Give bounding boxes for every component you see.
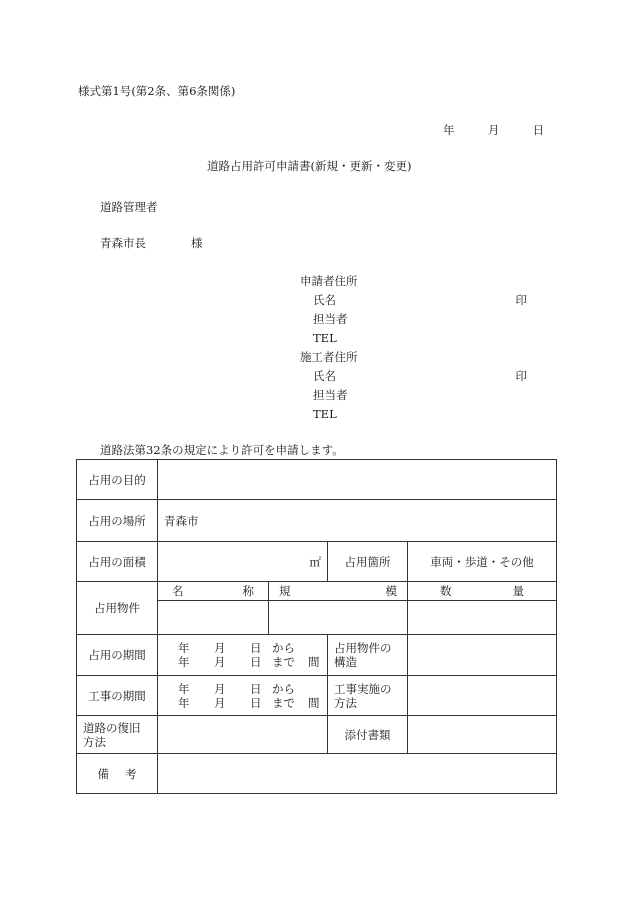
- applicant-block: [300, 272, 530, 424]
- location-options[interactable]: 車両・歩道・その他: [408, 542, 557, 582]
- location-label: 占用箇所: [328, 542, 408, 582]
- purpose-label: 占用の目的: [77, 460, 158, 500]
- form-number: 様式第1号(第2条、第6条関係): [78, 84, 236, 98]
- object-name-header-a: 名: [172, 584, 184, 598]
- work-from: 年 月 日 から: [178, 681, 295, 696]
- work-period-label: 工事の期間: [77, 676, 158, 716]
- table-row-work-period: [77, 676, 557, 716]
- period-from: 年 月 日 から: [178, 641, 295, 655]
- object-name-field[interactable]: [158, 601, 269, 635]
- restore-label: 道路の復旧 方法: [77, 716, 158, 754]
- contractor-seal: 印: [515, 369, 527, 383]
- applicant-name-label: 氏名: [313, 293, 336, 307]
- attach-field[interactable]: [408, 716, 557, 754]
- period-field[interactable]: [158, 635, 328, 676]
- object-qty-header-b: 量: [512, 584, 524, 598]
- period-label: 占用の期間: [77, 635, 158, 676]
- table-row-restore: [77, 716, 557, 754]
- area-field[interactable]: [158, 542, 328, 582]
- object-name-header-b: 称: [242, 584, 254, 598]
- restore-field[interactable]: [158, 716, 328, 754]
- object-qty-header: [408, 582, 557, 601]
- work-method-field[interactable]: [408, 676, 557, 716]
- object-scale-header-b: 模: [385, 584, 397, 598]
- date-day: 日: [532, 123, 545, 137]
- place-label: 占用の場所: [77, 500, 158, 542]
- contractor-tel: TEL: [313, 407, 337, 421]
- work-method-label: 工事実施の 方法: [328, 676, 408, 716]
- object-qty-field[interactable]: [408, 601, 557, 635]
- statement: 道路法第32条の規定により許可を申請します。: [100, 443, 344, 457]
- application-table: [76, 459, 557, 794]
- applicant-tel: TEL: [313, 331, 337, 345]
- object-qty-header-a: 数: [440, 584, 452, 598]
- mayor-honorific: 様: [191, 236, 203, 250]
- date-year: 年: [443, 123, 455, 137]
- application-date: [443, 122, 544, 138]
- purpose-field[interactable]: [158, 460, 557, 500]
- object-scale-header: [269, 582, 408, 601]
- contractor-name-label: 氏名: [313, 369, 336, 383]
- area-label: 占用の面積: [77, 542, 158, 582]
- object-scale-field[interactable]: [269, 601, 408, 635]
- mayor-line: [100, 235, 203, 251]
- attach-label: 添付書類: [328, 716, 408, 754]
- contractor-person: 担当者: [313, 388, 348, 402]
- table-row-purpose: [77, 460, 557, 500]
- mayor-name: 青森市長: [100, 236, 146, 250]
- document-title: 道路占用許可申請書(新規・更新・変更): [207, 159, 412, 173]
- remarks-label: 備 考: [77, 754, 158, 794]
- applicant-person: 担当者: [313, 312, 348, 326]
- object-label: 占用物件: [77, 582, 158, 635]
- applicant-seal: 印: [515, 293, 527, 307]
- area-unit: ㎡: [309, 554, 321, 569]
- object-name-header: [158, 582, 269, 601]
- period-to: 年 月 日 まで 間: [178, 655, 320, 669]
- object-scale-header-a: 規: [279, 584, 291, 598]
- table-row-period: [77, 635, 557, 676]
- work-to: 年 月 日 まで 間: [178, 695, 320, 710]
- applicant-name-row: [300, 291, 530, 310]
- remarks-field[interactable]: [158, 754, 557, 794]
- contractor-name-row: [300, 367, 530, 386]
- structure-field[interactable]: [408, 635, 557, 676]
- structure-label: 占用物件の 構造: [328, 635, 408, 676]
- table-row-object-header: [77, 582, 557, 601]
- table-row-remarks: [77, 754, 557, 794]
- addressee: 道路管理者: [100, 200, 158, 214]
- date-month: 月: [487, 123, 500, 137]
- table-row-place: [77, 500, 557, 542]
- place-field[interactable]: 青森市: [158, 500, 557, 542]
- contractor-address: 施工者住所: [300, 350, 358, 364]
- work-period-field[interactable]: [158, 676, 328, 716]
- applicant-address: 申請者住所: [300, 274, 358, 288]
- table-row-area: [77, 542, 557, 582]
